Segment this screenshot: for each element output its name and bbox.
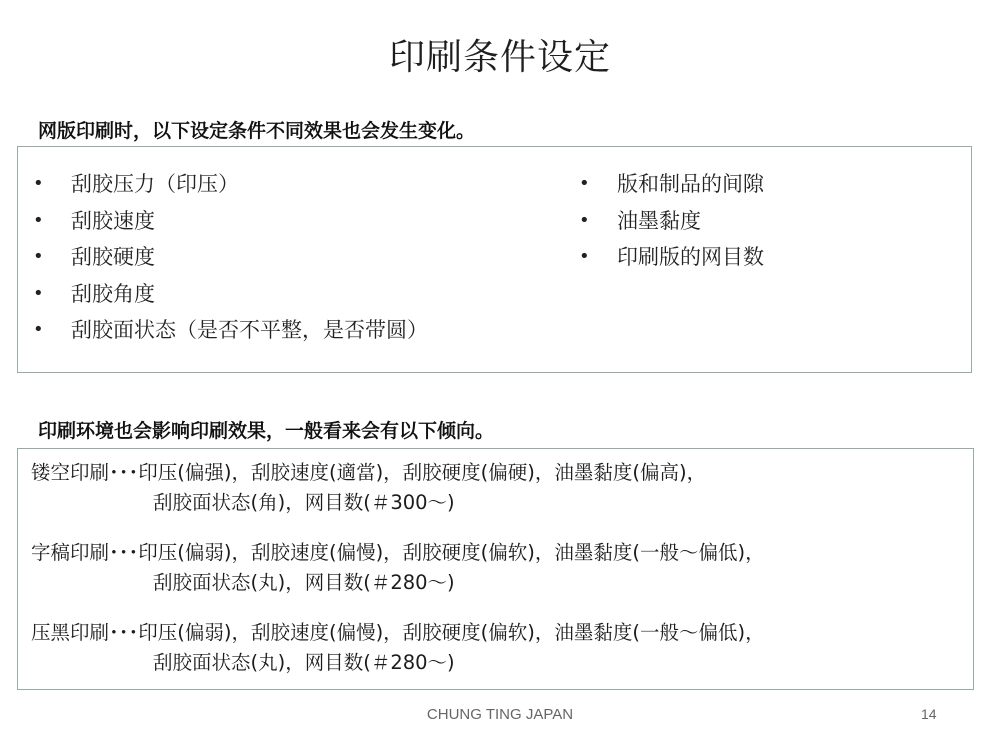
footer-company: CHUNG TING JAPAN — [426, 706, 574, 723]
list-item-label: 刮胶压力（印压） — [71, 172, 239, 196]
list-item-label: 刮胶速度 — [71, 208, 155, 233]
list-item-label: 印刷版的网目数 — [617, 245, 764, 269]
section-heading-conditions: 网版印刷时，以下设定条件不同效果也会发生变化。 — [38, 120, 476, 142]
entry-line: 字稿印刷･･･印压(偏弱)，刮胶速度(偏慢)，刮胶硬度(偏软)，油墨黏度(一般～偏低)， — [31, 541, 765, 564]
page-number: 14 — [921, 706, 937, 722]
entry-line-continuation: 刮胶面状态(角)，网目数(＃300～) — [153, 491, 455, 514]
list-item-label: 油墨黏度 — [617, 208, 701, 233]
entry-line-continuation: 刮胶面状态(丸)，网目数(＃280～) — [153, 651, 455, 674]
entry-line: 压黑印刷･･･印压(偏弱)，刮胶速度(偏慢)，刮胶硬度(偏软)，油墨黏度(一般～偏低)， — [31, 621, 765, 644]
entry-line: 镂空印刷･･･印压(偏强)，刮胶速度(適當)，刮胶硬度(偏硬)，油墨黏度(偏高)， — [31, 461, 707, 484]
page-title: 印刷条件设定 — [388, 37, 611, 78]
bullet-icon: • — [579, 173, 590, 194]
bullet-icon: • — [33, 319, 44, 340]
bullet-icon: • — [579, 246, 590, 267]
list-item-label: 版和制品的间隙 — [617, 172, 764, 196]
list-item-label: 刮胶硬度 — [71, 245, 155, 269]
print-type-entry-solid-black — [31, 618, 765, 678]
list-item-label: 刮胶角度 — [71, 281, 155, 306]
bullet-icon: • — [33, 282, 44, 304]
list-item-label: 刮胶面状态（是否不平整，是否带圆） — [71, 318, 428, 342]
entry-line-continuation: 刮胶面状态(丸)，网目数(＃280～) — [153, 571, 455, 594]
bullet-icon: • — [33, 209, 44, 231]
bullet-icon: • — [33, 246, 44, 267]
print-type-entry-hollow — [31, 458, 706, 518]
print-type-entry-text — [31, 538, 765, 598]
bullet-icon: • — [33, 173, 44, 194]
section-heading-tendencies: 印刷环境也会影响印刷效果，一般看来会有以下倾向。 — [38, 420, 495, 442]
bullet-icon: • — [579, 209, 590, 231]
